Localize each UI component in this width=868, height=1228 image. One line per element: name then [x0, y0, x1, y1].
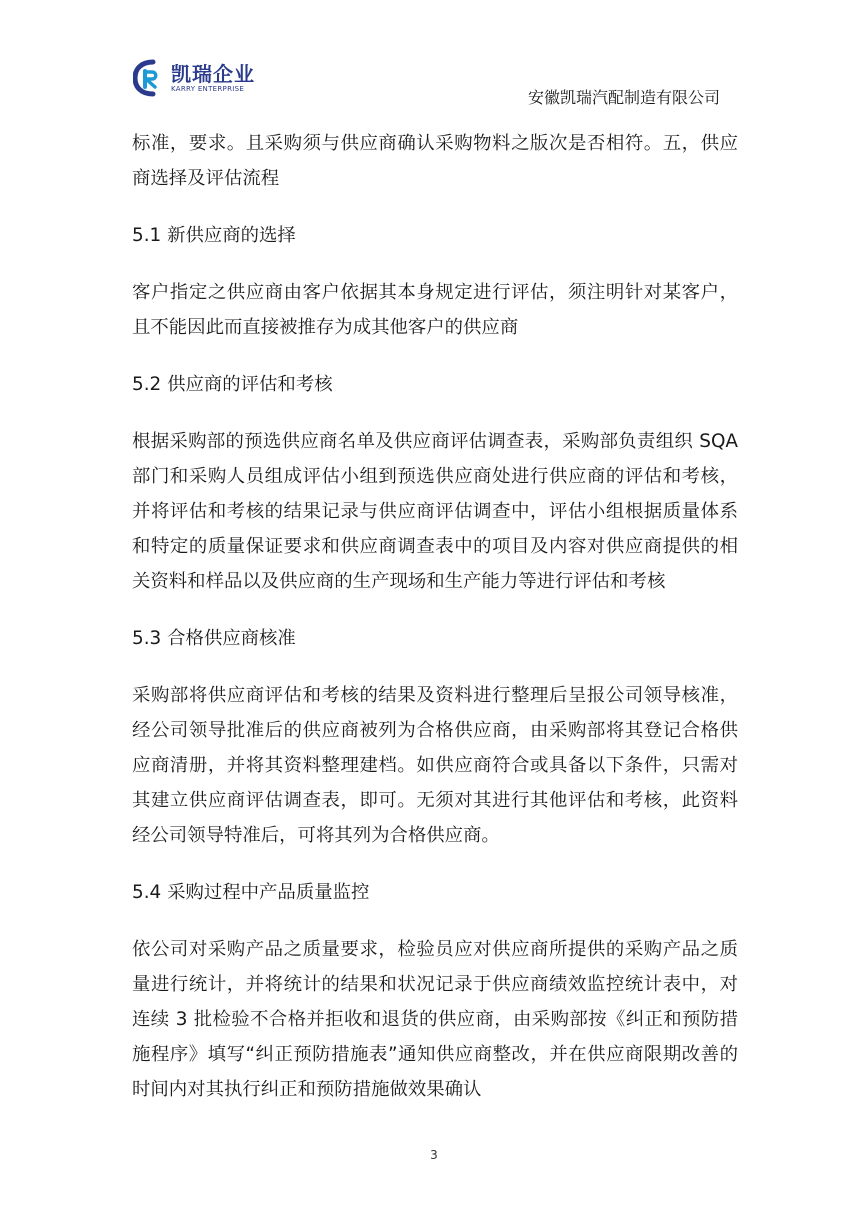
company-logo [133, 58, 255, 98]
paragraph-5-4: 依公司对采购产品之质量要求，检验员应对供应商所提供的采购产品之质量进行统计，并将统计的结果和状况记录于供应商绩效监控统计表中，对连续 3 批检验不合格并拒收和退货的供应商，由采购部按《纠正和预防措施程序》填写“纠正预防措施表”通知供应商整改，并在供应商限期改善的时间内对其执行纠正和预防措施做效果确认 [132, 939, 738, 1100]
heading-5-4: 5.4 采购过程中产品质量监控 [132, 882, 370, 903]
paragraph-intro: 标准，要求。且采购须与供应商确认采购物料之版次是否相符。五，供应商选择及评估流程 [132, 133, 738, 189]
document-body [132, 126, 738, 1129]
logo-text [171, 63, 255, 94]
logo-name: 凯瑞企业 [171, 61, 255, 86]
heading-5-2: 5.2 供应商的评估和考核 [132, 374, 333, 395]
logo-subtitle: KARRY ENTERPRISE [171, 84, 245, 93]
heading-5-1: 5.1 新供应商的选择 [132, 225, 296, 246]
paragraph-5-3: 采购部将供应商评估和考核的结果及资料进行整理后呈报公司领导核准，经公司领导批准后的供应商被列为合格供应商，由采购部将其登记合格供应商清册，并将其资料整理建档。如供应商符合或具备以下条件，只需对其建立供应商评估调查表，即可。无须对其进行其他评估和考核，此资料经公司领导特准后，可将其列为合格供应商。 [132, 685, 738, 846]
karry-logo-icon [133, 59, 163, 97]
paragraph-5-2: 根据采购部的预选供应商名单及供应商评估调查表，采购部负责组织 SQA 部门和采购人员组成评估小组到预选供应商处进行供应商的评估和考核，并将评估和考核的结果记录与供应商评估调查中，评估小组根据质量体系和特定的质量保证要求和供应商调查表中的项目及内容对供应商提供的相关资料和样品以及供应商的生产现场和生产能力等进行评估和考核 [132, 431, 738, 592]
heading-5-3: 5.3 合格供应商核准 [132, 628, 296, 649]
page-number: 3 [430, 1148, 438, 1162]
paragraph-5-1: 客户指定之供应商由客户依据其本身规定进行评估，须注明针对某客户，且不能因此而直接被推存为成其他客户的供应商 [132, 282, 738, 338]
company-name: 安徽凯瑞汽配制造有限公司 [527, 88, 720, 107]
